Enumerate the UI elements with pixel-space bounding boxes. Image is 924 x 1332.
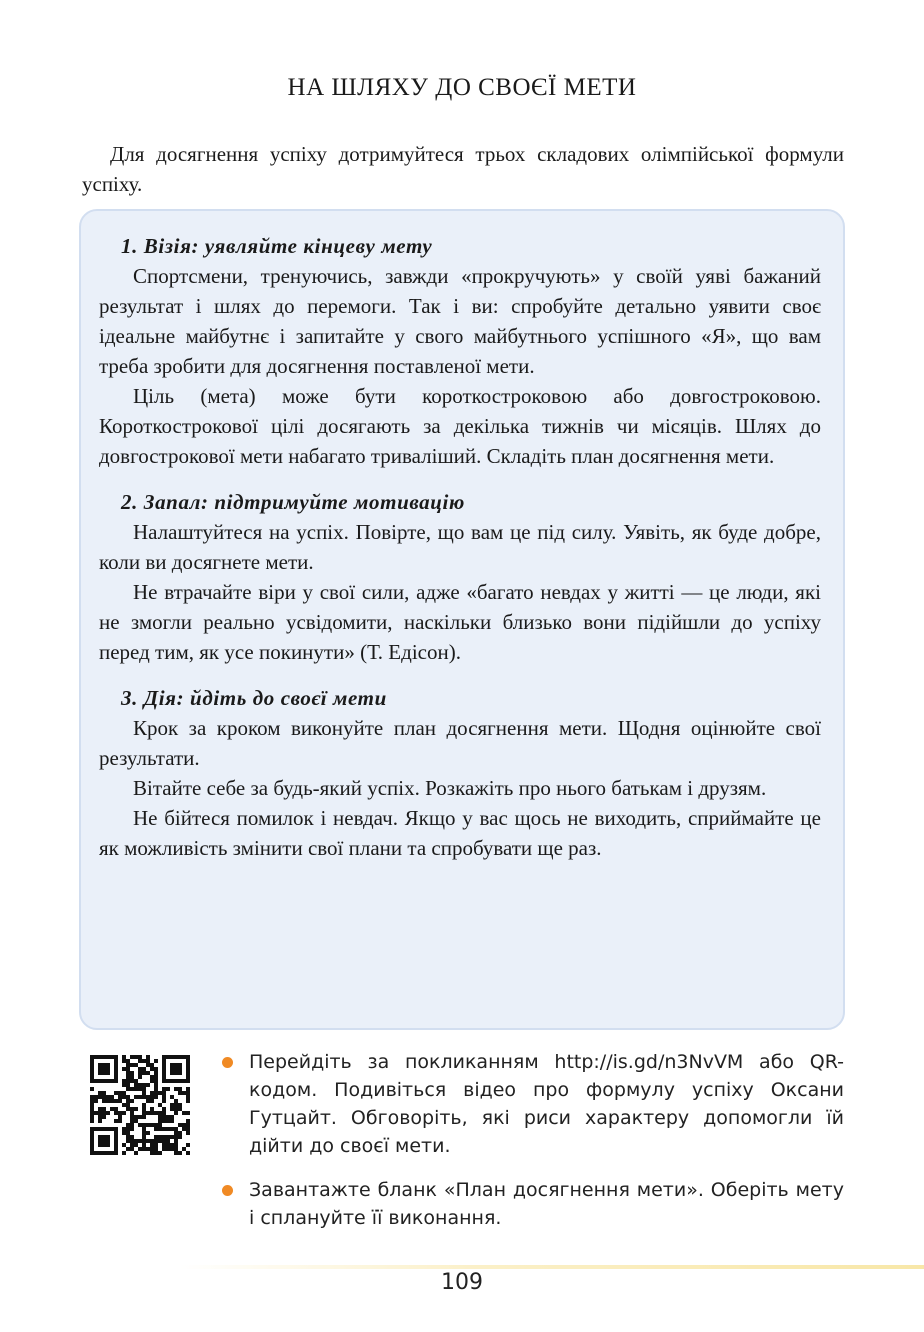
task-text: Завантажте бланк «План досягнення мети». Оберіть мету і сплануйте її виконання. xyxy=(249,1179,844,1229)
task-item xyxy=(222,1048,844,1160)
bullet-icon xyxy=(222,1185,233,1196)
intro-paragraph: Для досягнення успіху дотримуйтеся трьох складових олімпійської формули успіху. xyxy=(82,142,844,196)
footer-divider xyxy=(180,1265,924,1269)
page-number: 109 xyxy=(441,1270,483,1295)
bullet-icon xyxy=(222,1057,233,1068)
section-paragraph: Крок за кроком виконуйте план досягнення мети. Щодня оцінюйте свої результати. xyxy=(99,716,821,770)
task-text: Перейдіть за покликанням http://is.gd/n3NvVM або QR-кодом. Подивіться відео про формулу успіху Оксани Гутцайт. Обговоріть, які риси характеру допомогли їй дійти до своєї мети. xyxy=(249,1051,844,1157)
section-heading-vision: 1. Візія: уявляйте кінцеву мету xyxy=(121,234,433,258)
section-paragraph: Спортсмени, тренуючись, завжди «прокручують» у своїй уяві бажаний результат і шлях до перемоги. Так і ви: спробуйте детально уявити своє ідеальне майбутнє і запитайте у свого майбутнього успішного «Я», що вам треба зробити для досягнення поставленої мети. xyxy=(99,264,821,378)
section-paragraph: Не втрачайте віри у свої сили, адже «багато невдах у житті — це люди, які не змогли реально усвідомити, наскільки близько вони підійшли до успіху перед тим, як усе покинути» (Т. Едісон). xyxy=(99,580,821,664)
page-title: НА ШЛЯХУ ДО СВОЄЇ МЕТИ xyxy=(287,74,637,101)
formula-content xyxy=(99,231,821,863)
section-paragraph: Вітайте себе за будь-який успіх. Розкажіть про нього батькам і друзям. xyxy=(133,776,767,800)
task-list xyxy=(222,1048,844,1248)
section-paragraph: Ціль (мета) може бути короткостроковою або довгостроковою. Короткострокової цілі досягають за декілька тижнів чи місяців. Шлях до довгострокової мети набагато триваліший. Складіть план досягнення мети. xyxy=(99,384,821,468)
task-item xyxy=(222,1176,844,1232)
formula-box xyxy=(79,209,845,1030)
section-paragraph: Налаштуйтеся на успіх. Повірте, що вам це під силу. Уявіть, як буде добре, коли ви досягнете мети. xyxy=(99,520,821,574)
section-paragraph: Не бійтеся помилок і невдач. Якщо у вас щось не виходить, сприймайте це як можливість змінити свої плани та спробувати ще раз. xyxy=(99,806,821,860)
section-heading-motivation: 2. Запал: підтримуйте мотивацію xyxy=(121,490,465,514)
qr-code[interactable] xyxy=(90,1055,190,1155)
section-heading-action: 3. Дія: йдіть до своєї мети xyxy=(121,686,387,710)
